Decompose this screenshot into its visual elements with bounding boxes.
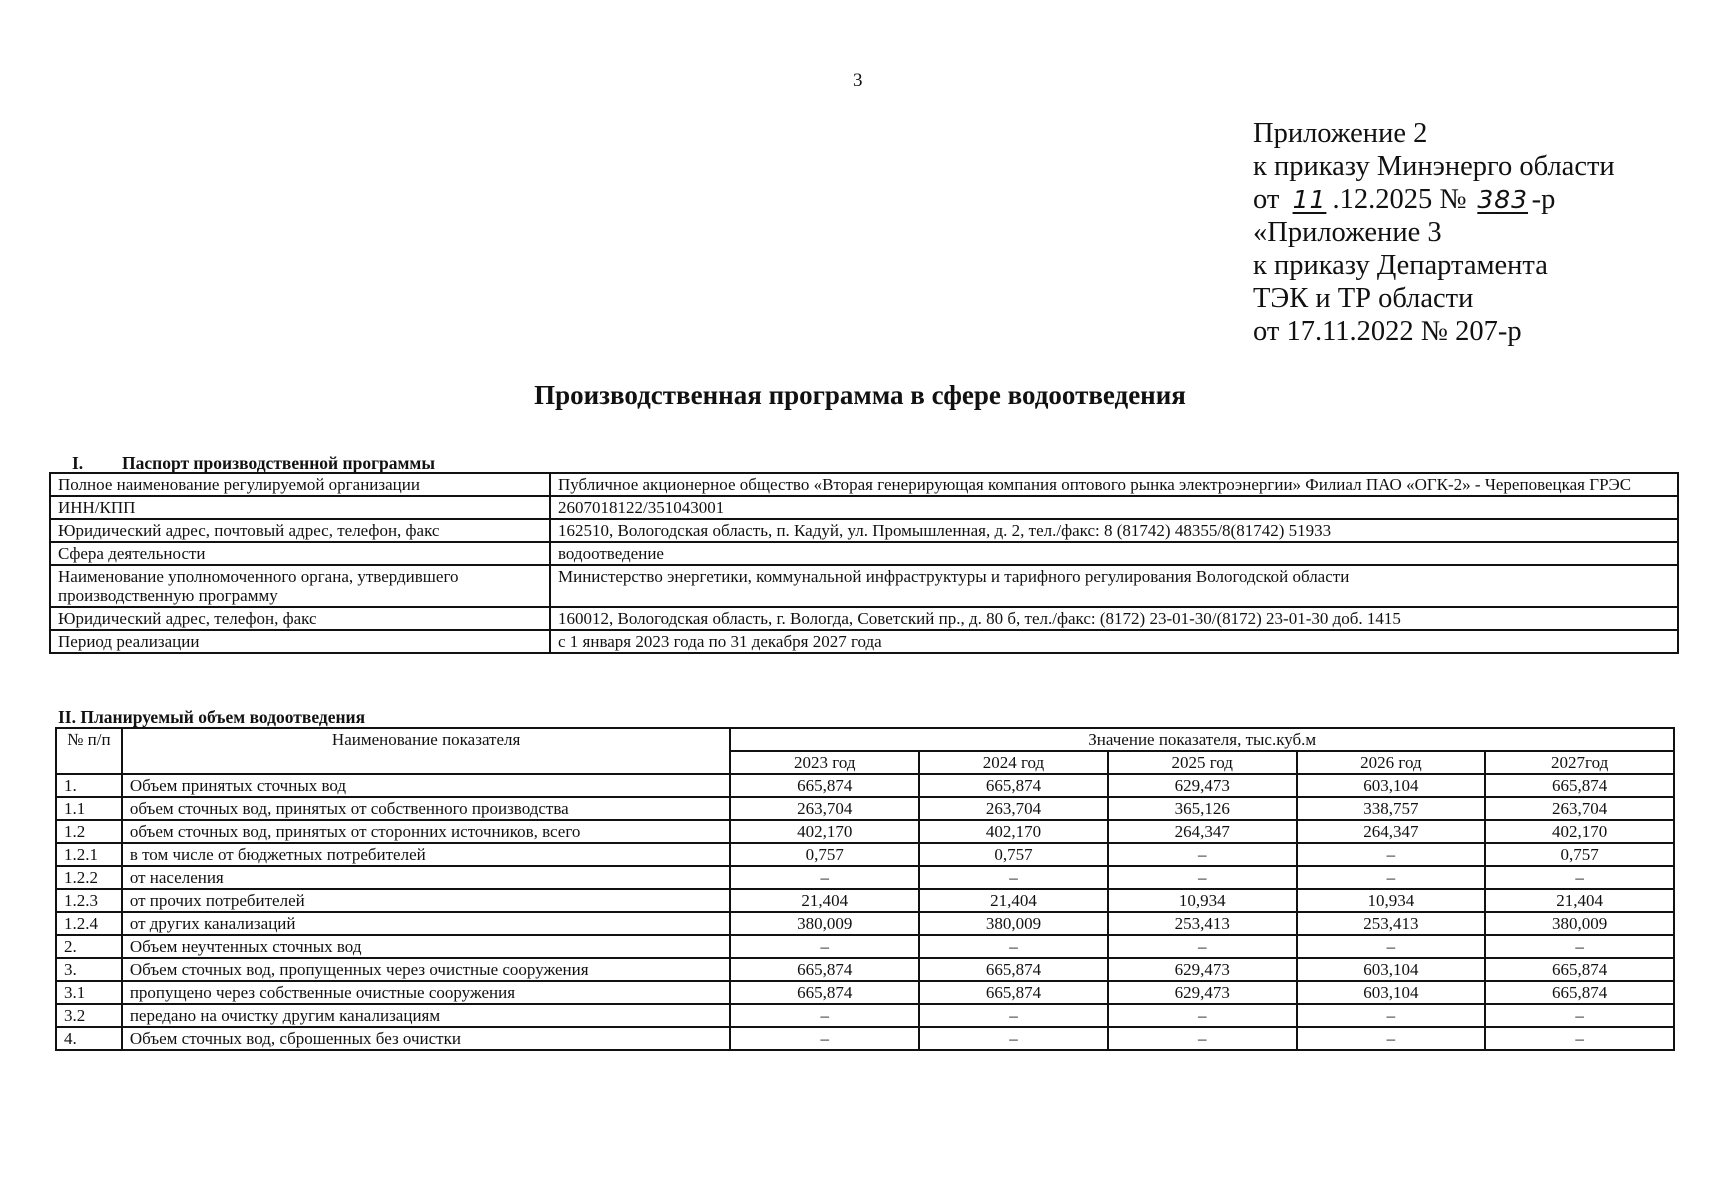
row-value: – (730, 1027, 919, 1050)
plan-header-row (56, 728, 1674, 751)
row-value: 603,104 (1297, 774, 1486, 797)
row-value: – (1485, 1027, 1674, 1050)
header-year: 2023 год (730, 751, 919, 774)
row-value: 380,009 (1485, 912, 1674, 935)
annex-line: к приказу Департамента (1253, 250, 1548, 281)
passport-label: Полное наименование регулируемой организации (50, 473, 550, 496)
row-number: 3.2 (56, 1004, 122, 1027)
row-value: 665,874 (730, 981, 919, 1004)
row-value: – (1485, 1004, 1674, 1027)
annex-line: к приказу Минэнерго области (1253, 151, 1615, 182)
row-value: 365,126 (1108, 797, 1297, 820)
section-1-number: I. (72, 453, 84, 473)
passport-value: 160012, Вологодская область, г. Вологда, Советский пр., д. 80 б, тел./факс: (8172) 23-01-30/(8172) 23-01-30 доб. 1415 (550, 607, 1678, 630)
row-value: 380,009 (730, 912, 919, 935)
passport-row (50, 607, 1678, 630)
passport-label: Юридический адрес, почтовый адрес, телефон, факс (50, 519, 550, 542)
row-name: Объем сточных вод, сброшенных без очистки (122, 1027, 731, 1050)
row-number: 1.2 (56, 820, 122, 843)
row-value: – (1297, 935, 1486, 958)
table-row (56, 1004, 1674, 1027)
passport-value: 2607018122/351043001 (550, 496, 1678, 519)
table-row (56, 774, 1674, 797)
row-name: в том числе от бюджетных потребителей (122, 843, 731, 866)
passport-value: водоотведение (550, 542, 1678, 565)
row-value: – (919, 866, 1108, 889)
passport-row (50, 473, 1678, 496)
section-1-title (72, 453, 435, 474)
header-year: 2027год (1485, 751, 1674, 774)
row-number: 3. (56, 958, 122, 981)
row-value: 263,704 (1485, 797, 1674, 820)
header-year: 2026 год (1297, 751, 1486, 774)
handwritten-day: 11 (1292, 185, 1327, 214)
row-name: от прочих потребителей (122, 889, 731, 912)
row-name: Объем принятых сточных вод (122, 774, 731, 797)
annex-date-suffix: -р (1531, 184, 1556, 215)
passport-value: Министерство энергетики, коммунальной инфраструктуры и тарифного регулирования Вологодской области (550, 565, 1678, 607)
row-value: – (730, 866, 919, 889)
row-value: 402,170 (1485, 820, 1674, 843)
table-row (56, 820, 1674, 843)
passport-value: с 1 января 2023 года по 31 декабря 2027 года (550, 630, 1678, 653)
page-number: 3 (853, 70, 863, 91)
row-number: 1.2.2 (56, 866, 122, 889)
row-value: – (1297, 843, 1486, 866)
row-value: 21,404 (730, 889, 919, 912)
row-value: – (919, 1004, 1108, 1027)
table-row (56, 981, 1674, 1004)
passport-row (50, 565, 1678, 607)
row-value: 603,104 (1297, 958, 1486, 981)
passport-row (50, 542, 1678, 565)
row-name: пропущено через собственные очистные сооружения (122, 981, 731, 1004)
row-name: Объем сточных вод, пропущенных через очистные сооружения (122, 958, 731, 981)
header-values: Значение показателя, тыс.куб.м (730, 728, 1674, 751)
header-num: № п/п (56, 728, 122, 774)
table-row (56, 843, 1674, 866)
row-value: 665,874 (730, 774, 919, 797)
row-value: 263,704 (730, 797, 919, 820)
row-value: 629,473 (1108, 774, 1297, 797)
passport-label: Сфера деятельности (50, 542, 550, 565)
row-value: 338,757 (1297, 797, 1486, 820)
row-number: 4. (56, 1027, 122, 1050)
row-value: – (1297, 866, 1486, 889)
header-name: Наименование показателя (122, 728, 731, 774)
plan-table (55, 727, 1675, 1051)
row-value: 21,404 (919, 889, 1108, 912)
annex-date-line (1253, 183, 1615, 216)
row-value: – (1108, 843, 1297, 866)
section-1-heading: Паспорт производственной программы (122, 453, 436, 473)
row-value: – (1485, 935, 1674, 958)
row-value: 665,874 (919, 981, 1108, 1004)
row-value: 264,347 (1108, 820, 1297, 843)
header-year: 2025 год (1108, 751, 1297, 774)
table-row (56, 935, 1674, 958)
row-value: – (1108, 1027, 1297, 1050)
row-value: 0,757 (730, 843, 919, 866)
row-value: 0,757 (919, 843, 1108, 866)
passport-row (50, 519, 1678, 542)
annex-date-prefix: от (1253, 184, 1280, 215)
row-name: объем сточных вод, принятых от сторонних источников, всего (122, 820, 731, 843)
table-row (56, 797, 1674, 820)
passport-label: Наименование уполномоченного органа, утвердившего производственную программу (50, 565, 550, 607)
row-name: Объем неучтенных сточных вод (122, 935, 731, 958)
passport-label: Юридический адрес, телефон, факс (50, 607, 550, 630)
annex-date-rest: .12.2025 № (1332, 184, 1467, 215)
passport-label: Период реализации (50, 630, 550, 653)
table-row (56, 1027, 1674, 1050)
row-value: – (1108, 935, 1297, 958)
row-value: 21,404 (1485, 889, 1674, 912)
row-value: 665,874 (1485, 774, 1674, 797)
passport-row (50, 496, 1678, 519)
section-2-title: II. Планируемый объем водоотведения (58, 707, 366, 727)
annex-header (1253, 117, 1615, 348)
handwritten-number: 383 (1477, 185, 1529, 214)
passport-table (49, 472, 1679, 654)
row-name: от населения (122, 866, 731, 889)
row-name: от других канализаций (122, 912, 731, 935)
row-name: передано на очистку другим канализациям (122, 1004, 731, 1027)
row-value: – (919, 935, 1108, 958)
row-value: 402,170 (730, 820, 919, 843)
row-number: 2. (56, 935, 122, 958)
row-value: 10,934 (1297, 889, 1486, 912)
row-number: 1.2.3 (56, 889, 122, 912)
row-value: 603,104 (1297, 981, 1486, 1004)
passport-row (50, 630, 1678, 653)
row-value: – (1108, 866, 1297, 889)
row-name: объем сточных вод, принятых от собственного производства (122, 797, 731, 820)
row-number: 1.2.4 (56, 912, 122, 935)
table-row (56, 958, 1674, 981)
row-value: 263,704 (919, 797, 1108, 820)
row-value: 0,757 (1485, 843, 1674, 866)
row-value: 665,874 (730, 958, 919, 981)
row-value: 629,473 (1108, 958, 1297, 981)
row-value: 264,347 (1297, 820, 1486, 843)
row-value: 253,413 (1297, 912, 1486, 935)
row-value: – (1297, 1004, 1486, 1027)
row-value: – (730, 935, 919, 958)
table-row (56, 889, 1674, 912)
row-value: 665,874 (1485, 958, 1674, 981)
table-row (56, 866, 1674, 889)
row-value: 253,413 (1108, 912, 1297, 935)
passport-value: Публичное акционерное общество «Вторая генерирующая компания оптового рынка электроэнергии» Филиал ПАО «ОГК-2» - Череповецкая ГРЭС (550, 473, 1678, 496)
annex-line: от 17.11.2022 № 207-р (1253, 316, 1522, 347)
row-value: 380,009 (919, 912, 1108, 935)
passport-label: ИНН/КПП (50, 496, 550, 519)
row-value: 402,170 (919, 820, 1108, 843)
row-number: 1.2.1 (56, 843, 122, 866)
header-year: 2024 год (919, 751, 1108, 774)
row-number: 1.1 (56, 797, 122, 820)
row-value: 665,874 (919, 774, 1108, 797)
row-value: 665,874 (919, 958, 1108, 981)
annex-line: ТЭК и ТР области (1253, 283, 1474, 314)
document-title: Производственная программа в сфере водоотведения (534, 380, 1186, 410)
row-value: 665,874 (1485, 981, 1674, 1004)
annex-line: «Приложение 3 (1253, 217, 1442, 248)
annex-line: Приложение 2 (1253, 118, 1428, 149)
row-value: – (1297, 1027, 1486, 1050)
row-value: – (919, 1027, 1108, 1050)
row-number: 3.1 (56, 981, 122, 1004)
row-value: – (1485, 866, 1674, 889)
passport-value: 162510, Вологодская область, п. Кадуй, ул. Промышленная, д. 2, тел./факс: 8 (81742) 48355/8(81742) 51933 (550, 519, 1678, 542)
row-value: 629,473 (1108, 981, 1297, 1004)
table-row (56, 912, 1674, 935)
row-value: – (1108, 1004, 1297, 1027)
row-value: – (730, 1004, 919, 1027)
row-value: 10,934 (1108, 889, 1297, 912)
row-number: 1. (56, 774, 122, 797)
